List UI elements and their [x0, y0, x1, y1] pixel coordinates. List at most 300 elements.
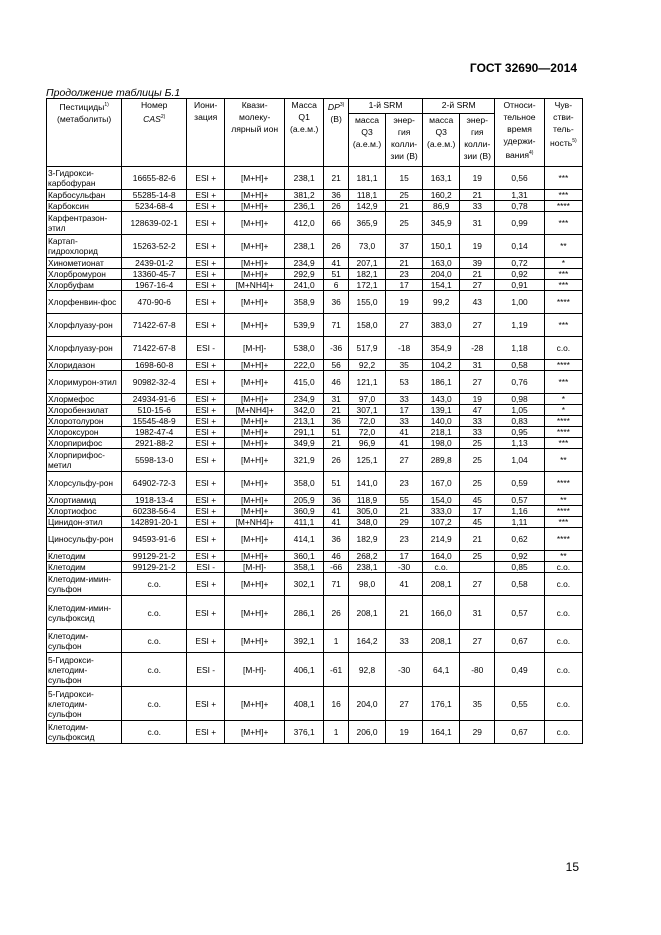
- cell-ceb: 33: [460, 416, 495, 427]
- cell-sens: *: [544, 405, 582, 416]
- cell-rrt: 0,92: [495, 551, 544, 562]
- cell-q1: 222,0: [285, 360, 324, 371]
- cell-rrt: 1,18: [495, 337, 544, 360]
- cell-q3b: 167,0: [423, 472, 460, 495]
- cell-dp: 21: [324, 405, 349, 416]
- cell-quasi: [M+NH4]+: [225, 405, 285, 416]
- cell-dp: 51: [324, 427, 349, 438]
- cell-ceb: -28: [460, 337, 495, 360]
- cell-cea: 17: [386, 405, 423, 416]
- cell-name: Хлоридазон: [47, 360, 122, 371]
- cell-cas: с.о.: [122, 687, 187, 721]
- cell-dp: 71: [324, 573, 349, 596]
- cell-q1: 286,1: [285, 596, 324, 630]
- cell-sens: с.о.: [544, 562, 582, 573]
- cell-rrt: 0,95: [495, 427, 544, 438]
- cell-ion: ESI +: [187, 314, 225, 337]
- cell-name: Хлорбуфам: [47, 280, 122, 291]
- cell-rrt: 0,14: [495, 235, 544, 258]
- cell-ceb: 25: [460, 438, 495, 449]
- cell-q3a: 155,0: [348, 291, 385, 314]
- page-number: 15: [565, 860, 579, 874]
- cell-q3b: 166,0: [423, 596, 460, 630]
- cell-rrt: 0,91: [495, 280, 544, 291]
- cell-q3b: 383,0: [423, 314, 460, 337]
- header-srm2: 2-й SRM: [423, 99, 495, 114]
- cell-q1: 412,0: [285, 212, 324, 235]
- cell-q3a: 73,0: [348, 235, 385, 258]
- cell-ceb: 25: [460, 472, 495, 495]
- cell-ceb: 21: [460, 528, 495, 551]
- cell-q1: 415,0: [285, 371, 324, 394]
- cell-q3b: 143,0: [423, 394, 460, 405]
- cell-cea: 19: [386, 721, 423, 744]
- cell-name: Клетодим: [47, 551, 122, 562]
- cell-ion: ESI +: [187, 235, 225, 258]
- cell-q1: 236,1: [285, 201, 324, 212]
- table-row: [47, 258, 583, 269]
- header-sensitivity: Чув-стви-тель-ность$^{5)}$: [544, 99, 582, 167]
- cell-name: Клетодим-сульфон: [47, 630, 122, 653]
- cell-ceb: 21: [460, 190, 495, 201]
- cell-name: Клетодим-сульфоксид: [47, 721, 122, 744]
- cell-dp: 26: [324, 235, 349, 258]
- cell-cas: 99129-21-2: [122, 562, 187, 573]
- cell-quasi: [M+H]+: [225, 371, 285, 394]
- cell-ceb: -80: [460, 653, 495, 687]
- cell-sens: ****: [544, 360, 582, 371]
- cell-ceb: 47: [460, 405, 495, 416]
- table-row: [47, 630, 583, 653]
- cell-ceb: 25: [460, 449, 495, 472]
- table-row: [47, 721, 583, 744]
- table-row: [47, 517, 583, 528]
- table-row: [47, 212, 583, 235]
- table-row: [47, 653, 583, 687]
- table-row: [47, 528, 583, 551]
- cell-quasi: [M+NH4]+: [225, 517, 285, 528]
- cell-rrt: 1,11: [495, 517, 544, 528]
- cell-cas: 142891-20-1: [122, 517, 187, 528]
- cell-quasi: [M+H]+: [225, 416, 285, 427]
- cell-ion: ESI +: [187, 405, 225, 416]
- cell-ion: ESI +: [187, 427, 225, 438]
- cell-rrt: 0,72: [495, 258, 544, 269]
- cell-cea: 55: [386, 495, 423, 506]
- cell-cas: 510-15-6: [122, 405, 187, 416]
- cell-cas: 5598-13-0: [122, 449, 187, 472]
- cell-dp: 46: [324, 371, 349, 394]
- cell-q3b: 64,1: [423, 653, 460, 687]
- cell-quasi: [M+H]+: [225, 573, 285, 596]
- cell-ion: ESI +: [187, 438, 225, 449]
- cell-cas: с.о.: [122, 573, 187, 596]
- table-row: [47, 405, 583, 416]
- table-row: [47, 472, 583, 495]
- cell-quasi: [M+H]+: [225, 630, 285, 653]
- cell-cea: 33: [386, 416, 423, 427]
- cell-q3a: 238,1: [348, 562, 385, 573]
- cell-ion: ESI +: [187, 291, 225, 314]
- cell-cas: 2439-01-2: [122, 258, 187, 269]
- cell-q3b: 164,1: [423, 721, 460, 744]
- cell-sens: ***: [544, 371, 582, 394]
- cell-q1: 234,9: [285, 394, 324, 405]
- cell-dp: 41: [324, 517, 349, 528]
- cell-cas: 15545-48-9: [122, 416, 187, 427]
- cell-q3b: 150,1: [423, 235, 460, 258]
- cell-rrt: 0,57: [495, 495, 544, 506]
- cell-q3a: 98,0: [348, 573, 385, 596]
- cell-rrt: 1,04: [495, 449, 544, 472]
- cell-ion: ESI +: [187, 190, 225, 201]
- cell-q3a: 348,0: [348, 517, 385, 528]
- cell-quasi: [M+H]+: [225, 291, 285, 314]
- cell-ion: ESI +: [187, 506, 225, 517]
- cell-cea: 27: [386, 687, 423, 721]
- table-row: [47, 562, 583, 573]
- cell-q1: 205,9: [285, 495, 324, 506]
- cell-sens: с.о.: [544, 687, 582, 721]
- cell-cea: 19: [386, 291, 423, 314]
- cell-ceb: 27: [460, 371, 495, 394]
- cell-cea: 25: [386, 190, 423, 201]
- table-row: [47, 337, 583, 360]
- cell-q3a: 141,0: [348, 472, 385, 495]
- cell-dp: 21: [324, 167, 349, 190]
- cell-ion: ESI +: [187, 630, 225, 653]
- cell-quasi: [M+H]+: [225, 721, 285, 744]
- cell-sens: с.о.: [544, 653, 582, 687]
- cell-q1: 238,1: [285, 167, 324, 190]
- cell-q3b: 204,0: [423, 269, 460, 280]
- cell-name: Хлорфенвин-фос: [47, 291, 122, 314]
- cell-ceb: 21: [460, 269, 495, 280]
- header-quasi-ion: Квази-молеку-лярный ион: [225, 99, 285, 167]
- table-row: [47, 551, 583, 562]
- cell-dp: 36: [324, 190, 349, 201]
- cell-q3a: 204,0: [348, 687, 385, 721]
- cell-rrt: 0,58: [495, 573, 544, 596]
- cell-cea: 29: [386, 517, 423, 528]
- cell-dp: 36: [324, 416, 349, 427]
- cell-ceb: [460, 562, 495, 573]
- cell-quasi: [M-H]-: [225, 562, 285, 573]
- header-dp: DP$^{3)}$ (В): [324, 99, 349, 167]
- cell-dp: 71: [324, 314, 349, 337]
- table-row: [47, 438, 583, 449]
- cell-rrt: 0,49: [495, 653, 544, 687]
- cell-sens: ****: [544, 472, 582, 495]
- table-row: [47, 280, 583, 291]
- table-row: [47, 201, 583, 212]
- cell-rrt: 0,78: [495, 201, 544, 212]
- cell-q3a: 92,8: [348, 653, 385, 687]
- cell-cea: 17: [386, 280, 423, 291]
- cell-q3a: 181,1: [348, 167, 385, 190]
- cell-sens: с.о.: [544, 337, 582, 360]
- cell-cea: 21: [386, 201, 423, 212]
- cell-rrt: 0,92: [495, 269, 544, 280]
- cell-q3b: 208,1: [423, 573, 460, 596]
- cell-rrt: 0,99: [495, 212, 544, 235]
- cell-sens: ***: [544, 517, 582, 528]
- cell-cea: -30: [386, 653, 423, 687]
- cell-q1: 358,0: [285, 472, 324, 495]
- table-row: [47, 495, 583, 506]
- cell-quasi: [M+H]+: [225, 201, 285, 212]
- cell-quasi: [M+H]+: [225, 495, 285, 506]
- cell-ion: ESI +: [187, 280, 225, 291]
- cell-q3a: 307,1: [348, 405, 385, 416]
- table-row: [47, 167, 583, 190]
- cell-rrt: 0,76: [495, 371, 544, 394]
- cell-dp: 66: [324, 212, 349, 235]
- cell-name: Циносульфу-рон: [47, 528, 122, 551]
- cell-q3a: 305,0: [348, 506, 385, 517]
- cell-ceb: 31: [460, 596, 495, 630]
- cell-cas: 16655-82-6: [122, 167, 187, 190]
- cell-rrt: 0,57: [495, 596, 544, 630]
- cell-ion: ESI +: [187, 394, 225, 405]
- cell-sens: ****: [544, 416, 582, 427]
- cell-cea: 53: [386, 371, 423, 394]
- cell-q3b: 154,1: [423, 280, 460, 291]
- cell-sens: **: [544, 235, 582, 258]
- cell-q3b: 176,1: [423, 687, 460, 721]
- cell-rrt: 0,85: [495, 562, 544, 573]
- cell-quasi: [M-H]-: [225, 653, 285, 687]
- cell-quasi: [M+H]+: [225, 258, 285, 269]
- cell-sens: **: [544, 449, 582, 472]
- cell-name: Клетодим: [47, 562, 122, 573]
- cell-rrt: 0,83: [495, 416, 544, 427]
- cell-q3b: 140,0: [423, 416, 460, 427]
- cell-q1: 321,9: [285, 449, 324, 472]
- cell-q3a: 121,1: [348, 371, 385, 394]
- cell-ceb: 35: [460, 687, 495, 721]
- cell-name: Хлороксурон: [47, 427, 122, 438]
- cell-cas: 5234-68-4: [122, 201, 187, 212]
- cell-cea: 41: [386, 438, 423, 449]
- cell-dp: 21: [324, 438, 349, 449]
- cell-q1: 234,9: [285, 258, 324, 269]
- cell-quasi: [M+NH4]+: [225, 280, 285, 291]
- table-row: [47, 190, 583, 201]
- table-row: [47, 235, 583, 258]
- cell-dp: 56: [324, 360, 349, 371]
- cell-sens: ***: [544, 269, 582, 280]
- cell-rrt: 1,05: [495, 405, 544, 416]
- header-srm2-ce: энер-гия колли-зии (В): [460, 114, 495, 167]
- header-pesticide: Пестициды$^{1)}$ (метаболиты): [47, 99, 122, 167]
- cell-dp: 26: [324, 201, 349, 212]
- cell-sens: ***: [544, 438, 582, 449]
- cell-q1: 241,0: [285, 280, 324, 291]
- cell-quasi: [M+H]+: [225, 506, 285, 517]
- cell-quasi: [M+H]+: [225, 269, 285, 280]
- header-cas: Номер CAS$^{2)}$: [122, 99, 187, 167]
- cell-quasi: [M+H]+: [225, 394, 285, 405]
- cell-sens: ***: [544, 280, 582, 291]
- cell-dp: 41: [324, 506, 349, 517]
- cell-cas: 64902-72-3: [122, 472, 187, 495]
- cell-cas: с.о.: [122, 630, 187, 653]
- cell-q3a: 72,0: [348, 416, 385, 427]
- cell-q1: 358,9: [285, 291, 324, 314]
- cell-cas: 1967-16-4: [122, 280, 187, 291]
- cell-ceb: 33: [460, 427, 495, 438]
- cell-name: 3-Гидрокси-карбофуран: [47, 167, 122, 190]
- cell-dp: 26: [324, 449, 349, 472]
- cell-ion: ESI +: [187, 517, 225, 528]
- pesticide-table: [46, 98, 583, 744]
- cell-cas: 71422-67-8: [122, 314, 187, 337]
- cell-q1: 392,1: [285, 630, 324, 653]
- table-row: [47, 427, 583, 438]
- cell-q3b: с.о.: [423, 562, 460, 573]
- cell-rrt: 1,19: [495, 314, 544, 337]
- cell-sens: **: [544, 551, 582, 562]
- header-mass-q1: Масса Q1 (а.е.м.): [285, 99, 324, 167]
- cell-rrt: 0,56: [495, 167, 544, 190]
- cell-q3b: 164,0: [423, 551, 460, 562]
- cell-cea: 17: [386, 551, 423, 562]
- cell-q3a: 97,0: [348, 394, 385, 405]
- cell-quasi: [M+H]+: [225, 449, 285, 472]
- cell-ion: ESI -: [187, 562, 225, 573]
- table-row: [47, 449, 583, 472]
- cell-name: Карбосульфан: [47, 190, 122, 201]
- cell-name: Картап-гидрохлорид: [47, 235, 122, 258]
- cell-q1: 360,1: [285, 551, 324, 562]
- cell-q3b: 163,1: [423, 167, 460, 190]
- cell-name: Хлортиамид: [47, 495, 122, 506]
- cell-q3b: 154,0: [423, 495, 460, 506]
- cell-q3b: 160,2: [423, 190, 460, 201]
- cell-ceb: 27: [460, 573, 495, 596]
- cell-cas: 1698-60-8: [122, 360, 187, 371]
- cell-ion: ESI +: [187, 167, 225, 190]
- cell-dp: 51: [324, 269, 349, 280]
- cell-q3a: 164,2: [348, 630, 385, 653]
- cell-sens: ***: [544, 212, 582, 235]
- cell-name: Хлорсульфу-рон: [47, 472, 122, 495]
- table-row: [47, 360, 583, 371]
- cell-name: Хлоротолурон: [47, 416, 122, 427]
- cell-cas: 470-90-6: [122, 291, 187, 314]
- cell-q1: 292,9: [285, 269, 324, 280]
- cell-ion: ESI +: [187, 472, 225, 495]
- cell-ion: ESI -: [187, 653, 225, 687]
- cell-q3b: 107,2: [423, 517, 460, 528]
- cell-dp: 36: [324, 291, 349, 314]
- cell-cea: -30: [386, 562, 423, 573]
- cell-cas: 99129-21-2: [122, 551, 187, 562]
- cell-ceb: 17: [460, 506, 495, 517]
- cell-cas: с.о.: [122, 721, 187, 744]
- cell-quasi: [M+H]+: [225, 212, 285, 235]
- cell-cea: 33: [386, 394, 423, 405]
- cell-q3b: 139,1: [423, 405, 460, 416]
- cell-sens: с.о.: [544, 721, 582, 744]
- cell-cea: 23: [386, 472, 423, 495]
- cell-q1: 414,1: [285, 528, 324, 551]
- cell-q1: 539,9: [285, 314, 324, 337]
- cell-cas: 15263-52-2: [122, 235, 187, 258]
- cell-ceb: 43: [460, 291, 495, 314]
- cell-sens: *: [544, 258, 582, 269]
- cell-name: Клетодим-имин-сульфон: [47, 573, 122, 596]
- cell-sens: ****: [544, 506, 582, 517]
- table-row: [47, 573, 583, 596]
- cell-ion: ESI +: [187, 551, 225, 562]
- cell-name: Хлорпирифос-метил: [47, 449, 122, 472]
- cell-rrt: 0,98: [495, 394, 544, 405]
- cell-cea: 27: [386, 449, 423, 472]
- cell-q3a: 182,9: [348, 528, 385, 551]
- cell-ion: ESI +: [187, 573, 225, 596]
- cell-rrt: 0,67: [495, 721, 544, 744]
- cell-dp: 1: [324, 721, 349, 744]
- cell-sens: *: [544, 394, 582, 405]
- cell-name: Хлорпирифос: [47, 438, 122, 449]
- cell-ion: ESI +: [187, 528, 225, 551]
- cell-cas: 71422-67-8: [122, 337, 187, 360]
- cell-name: 5-Гидрокси-клетодим-сульфон: [47, 653, 122, 687]
- cell-ion: ESI +: [187, 416, 225, 427]
- cell-q3a: 182,1: [348, 269, 385, 280]
- cell-sens: ****: [544, 201, 582, 212]
- cell-cea: 23: [386, 528, 423, 551]
- cell-cas: 55285-14-8: [122, 190, 187, 201]
- cell-rrt: 0,58: [495, 360, 544, 371]
- cell-cas: 128639-02-1: [122, 212, 187, 235]
- cell-dp: 26: [324, 596, 349, 630]
- cell-sens: ***: [544, 167, 582, 190]
- cell-sens: **: [544, 495, 582, 506]
- cell-quasi: [M+H]+: [225, 235, 285, 258]
- cell-name: Хлоробензилат: [47, 405, 122, 416]
- standard-number: ГОСТ 32690—2014: [469, 61, 577, 75]
- cell-q3b: 333,0: [423, 506, 460, 517]
- cell-cea: 41: [386, 573, 423, 596]
- cell-q3a: 72,0: [348, 427, 385, 438]
- cell-q3a: 206,0: [348, 721, 385, 744]
- cell-sens: ***: [544, 314, 582, 337]
- cell-ion: ESI +: [187, 495, 225, 506]
- cell-ion: ESI +: [187, 360, 225, 371]
- cell-ceb: 45: [460, 517, 495, 528]
- cell-q1: 376,1: [285, 721, 324, 744]
- cell-ceb: 31: [460, 360, 495, 371]
- cell-quasi: [M-H]-: [225, 337, 285, 360]
- cell-q3b: 99,2: [423, 291, 460, 314]
- cell-dp: -61: [324, 653, 349, 687]
- cell-ion: ESI +: [187, 721, 225, 744]
- cell-name: Клетодим-имин-сульфоксид: [47, 596, 122, 630]
- header-ionization: Иони-зация: [187, 99, 225, 167]
- cell-dp: 46: [324, 551, 349, 562]
- cell-q1: 349,9: [285, 438, 324, 449]
- table-row: [47, 371, 583, 394]
- cell-dp: 16: [324, 687, 349, 721]
- cell-ion: ESI -: [187, 337, 225, 360]
- cell-ceb: 19: [460, 394, 495, 405]
- cell-q3b: 218,1: [423, 427, 460, 438]
- cell-sens: ****: [544, 291, 582, 314]
- cell-name: Цинидон-этил: [47, 517, 122, 528]
